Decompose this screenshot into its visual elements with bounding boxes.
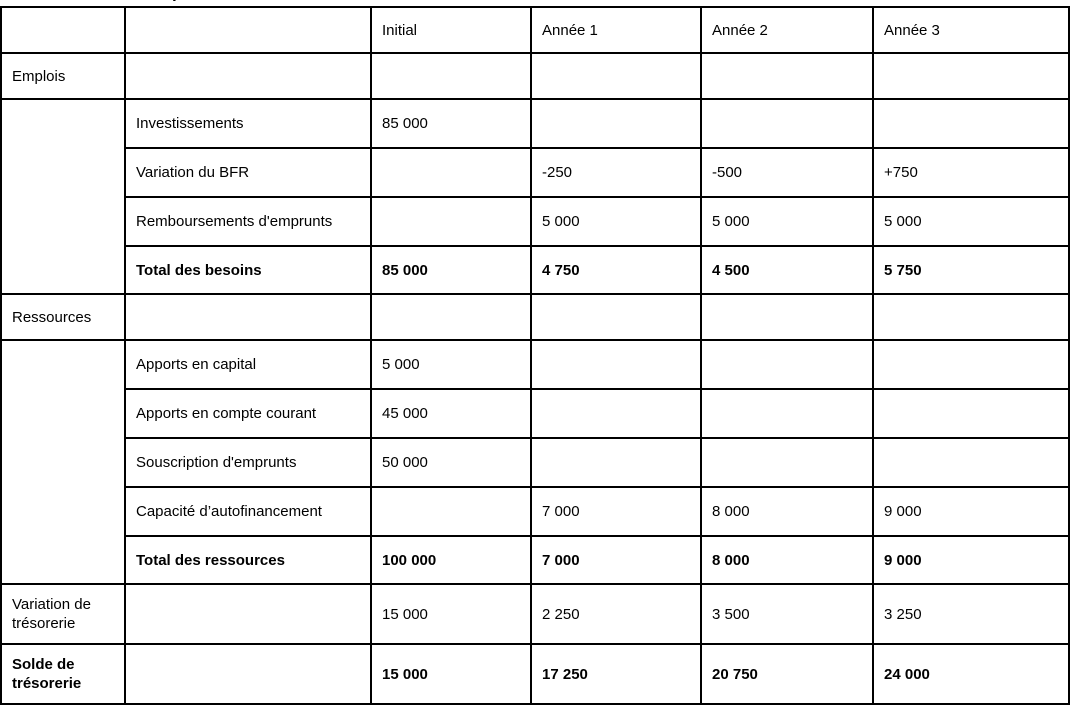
- variation-bfr-annee3: +750: [873, 148, 1069, 197]
- remboursements-initial: [371, 197, 531, 246]
- table-row-variation-tresorerie: [1, 584, 1069, 644]
- label-total-ressources: Total des ressources: [125, 536, 371, 584]
- clipped-page-heading: [0, 0, 1072, 1]
- emplois-header-initial: [371, 53, 531, 99]
- total-ressources-annee1: 7 000: [531, 536, 701, 584]
- header-cell-annee-2: Année 2: [701, 7, 873, 53]
- apports-compte-annee3: [873, 389, 1069, 438]
- label-solde-tresorerie: Solde de trésorerie: [1, 644, 125, 704]
- remboursements-annee3: 5 000: [873, 197, 1069, 246]
- apports-compte-annee2: [701, 389, 873, 438]
- total-besoins-annee1: 4 750: [531, 246, 701, 294]
- variation-treso-initial: 15 000: [371, 584, 531, 644]
- investissements-annee2: [701, 99, 873, 148]
- souscription-annee3: [873, 438, 1069, 487]
- emplois-header-annee1: [531, 53, 701, 99]
- apports-capital-annee2: [701, 340, 873, 389]
- variation-treso-annee1: 2 250: [531, 584, 701, 644]
- investissements-initial: 85 000: [371, 99, 531, 148]
- table-row-capacite-autofinancement: [1, 487, 1069, 536]
- caf-initial: [371, 487, 531, 536]
- ressources-header-item: [125, 294, 371, 340]
- label-apports-compte-courant: Apports en compte courant: [125, 389, 371, 438]
- ressources-header-annee3: [873, 294, 1069, 340]
- solde-treso-annee3: 24 000: [873, 644, 1069, 704]
- total-ressources-annee3: 9 000: [873, 536, 1069, 584]
- investissements-annee3: [873, 99, 1069, 148]
- table-row-investissements: [1, 99, 1069, 148]
- apports-compte-annee1: [531, 389, 701, 438]
- ressources-header-annee2: [701, 294, 873, 340]
- solde-treso-annee2: 20 750: [701, 644, 873, 704]
- variation-treso-item: [125, 584, 371, 644]
- table-header-row: [1, 7, 1069, 53]
- label-souscription-emprunts: Souscription d'emprunts: [125, 438, 371, 487]
- table-row-total-besoins: [1, 246, 1069, 294]
- variation-bfr-annee2: -500: [701, 148, 873, 197]
- label-apports-capital: Apports en capital: [125, 340, 371, 389]
- financial-plan-table: [0, 6, 1070, 705]
- label-total-besoins: Total des besoins: [125, 246, 371, 294]
- remboursements-annee2: 5 000: [701, 197, 873, 246]
- remboursements-annee1: 5 000: [531, 197, 701, 246]
- souscription-initial: 50 000: [371, 438, 531, 487]
- section-label-ressources: Ressources: [1, 294, 125, 340]
- souscription-annee2: [701, 438, 873, 487]
- total-besoins-initial: 85 000: [371, 246, 531, 294]
- label-variation-bfr: Variation du BFR: [125, 148, 371, 197]
- caf-annee1: 7 000: [531, 487, 701, 536]
- ressources-header-annee1: [531, 294, 701, 340]
- group-cell-emplois-spacer: [1, 99, 125, 294]
- table-row-apports-capital: [1, 340, 1069, 389]
- group-cell-ressources-spacer: [1, 340, 125, 584]
- souscription-annee1: [531, 438, 701, 487]
- emplois-header-annee3: [873, 53, 1069, 99]
- table-row-solde-tresorerie: [1, 644, 1069, 704]
- table-row-variation-bfr: [1, 148, 1069, 197]
- variation-bfr-annee1: -250: [531, 148, 701, 197]
- total-ressources-annee2: 8 000: [701, 536, 873, 584]
- total-besoins-annee3: 5 750: [873, 246, 1069, 294]
- investissements-annee1: [531, 99, 701, 148]
- total-ressources-initial: 100 000: [371, 536, 531, 584]
- header-cell-initial: Initial: [371, 7, 531, 53]
- apports-capital-annee1: [531, 340, 701, 389]
- apports-capital-initial: 5 000: [371, 340, 531, 389]
- header-cell-blank-1: [1, 7, 125, 53]
- caf-annee2: 8 000: [701, 487, 873, 536]
- solde-treso-item: [125, 644, 371, 704]
- label-investissements: Investissements: [125, 99, 371, 148]
- table-row-remboursements-emprunts: [1, 197, 1069, 246]
- label-variation-tresorerie: Variation de trésorerie: [1, 584, 125, 644]
- header-cell-annee-3: Année 3: [873, 7, 1069, 53]
- label-capacite-autofinancement: Capacité d’autofinancement: [125, 487, 371, 536]
- apports-compte-initial: 45 000: [371, 389, 531, 438]
- table-row-apports-compte-courant: [1, 389, 1069, 438]
- variation-bfr-initial: [371, 148, 531, 197]
- header-cell-annee-1: Année 1: [531, 7, 701, 53]
- emplois-header-item: [125, 53, 371, 99]
- financial-plan-container: [0, 6, 1068, 705]
- variation-treso-annee3: 3 250: [873, 584, 1069, 644]
- table-row-souscription-emprunts: [1, 438, 1069, 487]
- label-remboursements-emprunts: Remboursements d'emprunts: [125, 197, 371, 246]
- ressources-header-initial: [371, 294, 531, 340]
- apports-capital-annee3: [873, 340, 1069, 389]
- table-row-total-ressources: [1, 536, 1069, 584]
- variation-treso-annee2: 3 500: [701, 584, 873, 644]
- solde-treso-initial: 15 000: [371, 644, 531, 704]
- caf-annee3: 9 000: [873, 487, 1069, 536]
- solde-treso-annee1: 17 250: [531, 644, 701, 704]
- section-header-row-ressources: [1, 294, 1069, 340]
- section-header-row-emplois: [1, 53, 1069, 99]
- total-besoins-annee2: 4 500: [701, 246, 873, 294]
- section-label-emplois: Emplois: [1, 53, 125, 99]
- emplois-header-annee2: [701, 53, 873, 99]
- header-cell-blank-2: [125, 7, 371, 53]
